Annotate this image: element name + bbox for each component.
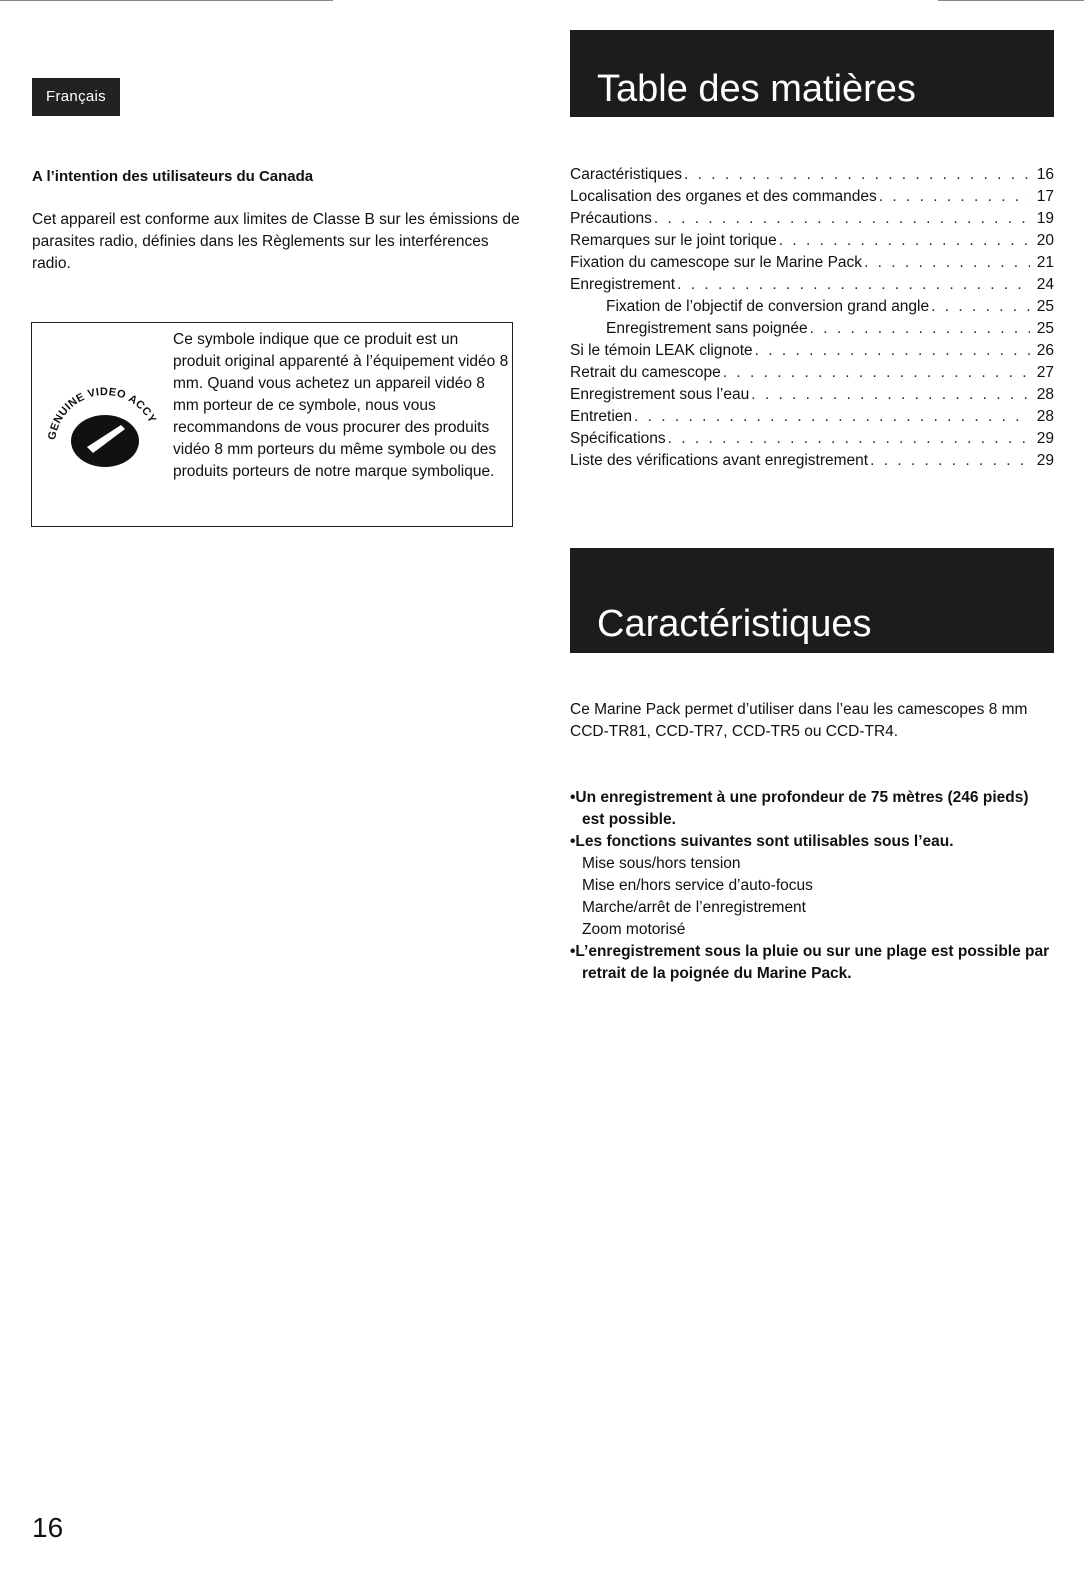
toc-item[interactable]: Fixation du camescope sur le Marine Pack . . . 21	[570, 254, 1054, 276]
feature-subitem: Marche/arrêt de l’enregistrement	[582, 899, 806, 916]
feature-subitem: Mise en/hors service d’auto-focus	[582, 877, 813, 894]
toc-item[interactable]: Entretien . . . 28	[570, 408, 1054, 430]
toc-subitem[interactable]: Fixation de l’objectif de conversion grand angle . . . 25	[570, 298, 1054, 320]
features-title-banner: Caractéristiques	[570, 548, 1054, 653]
toc-item[interactable]: Précautions . . . 19	[570, 210, 1054, 232]
top-rule-right	[938, 0, 1084, 1]
symbol-notice-box	[31, 322, 513, 527]
feature-bullet-functions: •Les fonctions suivantes sont utilisables sous l’eau.	[570, 833, 954, 850]
feature-bullet-depth: •Un enregistrement à une profondeur de 75 mètres (246 pieds) est possible.	[570, 789, 1029, 828]
page-number: 16	[32, 1512, 64, 1543]
symbol-notice-text: Ce symbole indique que ce produit est un produit original apparenté à l’équipement vidéo 8 mm. Quand vous achetez un appareil vidéo 8 mm porteur de ce symbole, nous vous recommandons de vous procurer des produits vidéo 8 mm porteurs du même symbole ou des produits porteurs de notre marque symbolique.	[173, 331, 509, 480]
feature-bullet-rain: •L’enregistrement sous la pluie ou sur une plage est possible par retrait de la poignée du Marine Pack.	[570, 943, 1050, 982]
top-rule-left	[0, 0, 333, 1]
language-tab: Français	[32, 78, 120, 116]
genuine-video-accy-logo	[41, 379, 165, 479]
canada-heading: A l’intention des utilisateurs du Canada	[32, 168, 314, 185]
toc-item[interactable]: Enregistrement sous l’eau . . . 28	[570, 386, 1054, 408]
toc-item[interactable]: Spécifications . . . 29	[570, 430, 1054, 452]
toc-item[interactable]: Localisation des organes et des commandes . . . 17	[570, 188, 1054, 210]
features-intro: Ce Marine Pack permet d’utiliser dans l’eau les camescopes 8 mm CCD-TR81, CCD-TR7, CCD-TR5 ou CCD-TR4.	[570, 701, 1028, 740]
features-list	[570, 787, 1050, 985]
toc-title-banner: Table des matières	[570, 30, 1054, 117]
toc-item[interactable]: Liste des vérifications avant enregistrement . . . 29	[570, 452, 1054, 474]
canada-notice-text: Cet appareil est conforme aux limites de Classe B sur les émissions de parasites radio, définies dans les Règlements sur les interférences radio.	[32, 211, 520, 272]
toc-item[interactable]: Retrait du camescope . . . 27	[570, 364, 1054, 386]
feature-subitem: Mise sous/hors tension	[582, 855, 741, 872]
toc-item[interactable]: Enregistrement . . . 24	[570, 276, 1054, 298]
toc-item[interactable]: Remarques sur le joint torique . . . 20	[570, 232, 1054, 254]
toc-item[interactable]: Caractéristiques . . . 16	[570, 166, 1054, 188]
feature-subitem: Zoom motorisé	[582, 921, 686, 938]
svg-text:GENUINE VIDEO ACCY: GENUINE VIDEO ACCY	[46, 385, 159, 441]
toc-subitem[interactable]: Enregistrement sans poignée . . . 25	[570, 320, 1054, 342]
toc-item[interactable]: Si le témoin LEAK clignote . . . 26	[570, 342, 1054, 364]
table-of-contents	[570, 166, 1054, 474]
